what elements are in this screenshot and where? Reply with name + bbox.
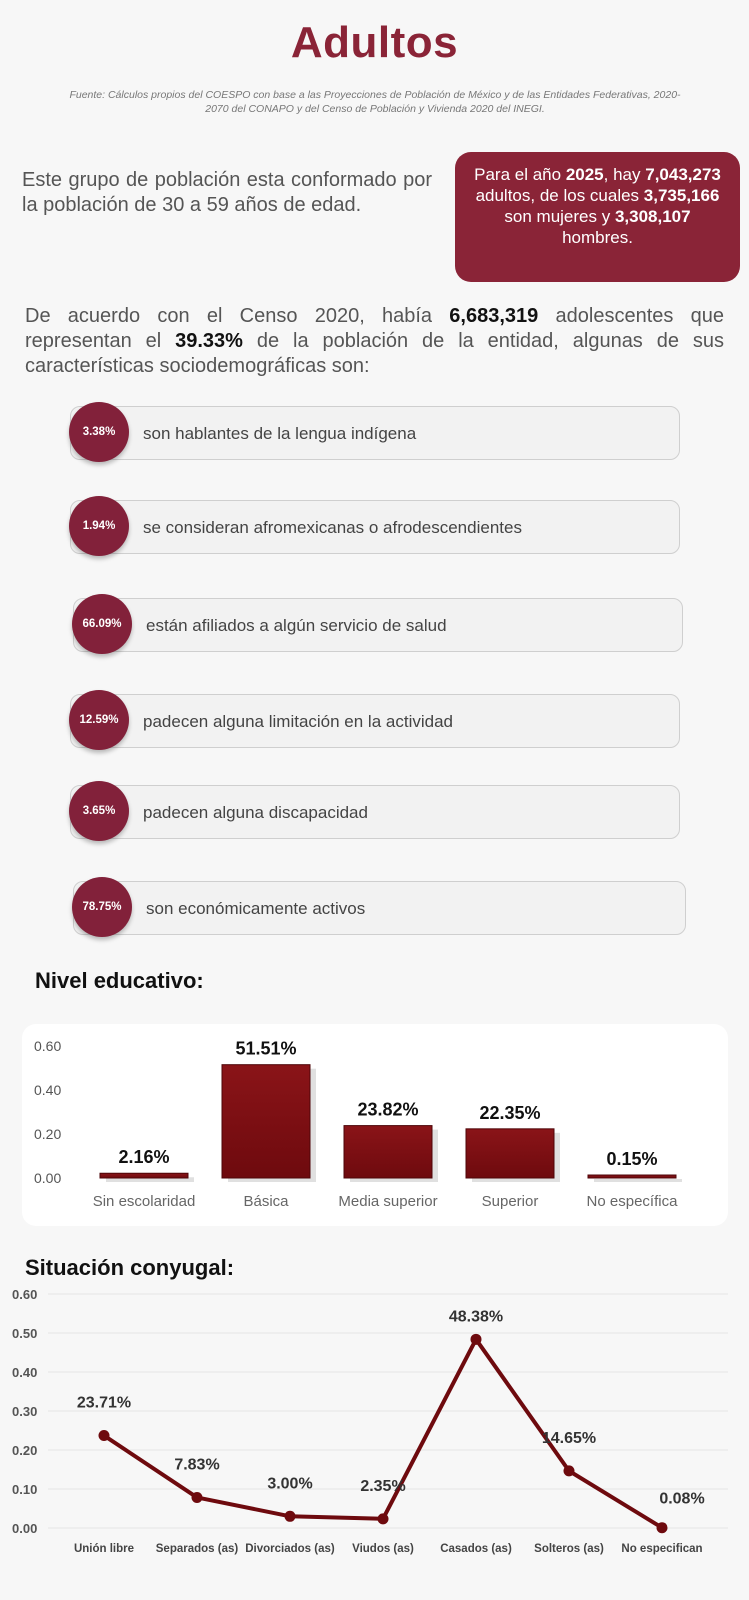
- hl-text-5: hombres.: [562, 228, 633, 247]
- census-count: 6,683,319: [449, 305, 539, 327]
- marital-line-chart: [0, 1280, 749, 1600]
- characteristic-label: padecen alguna discapacidad: [143, 803, 368, 822]
- bar-data-label: 22.35%: [479, 1102, 541, 1123]
- data-point: [471, 1334, 482, 1345]
- point-data-label: 3.00%: [267, 1475, 313, 1493]
- point-data-label: 0.08%: [659, 1490, 705, 1508]
- x-tick-label: Media superior: [338, 1193, 438, 1210]
- data-point: [285, 1511, 296, 1522]
- hl-text-4: son mujeres y: [504, 207, 615, 226]
- y-tick-label: 0.40: [12, 1365, 38, 1380]
- characteristic-percent-badge: 66.09%: [72, 594, 132, 654]
- data-point: [99, 1430, 110, 1441]
- census-paragraph: [25, 304, 724, 379]
- y-tick-label: 0.40: [34, 1082, 62, 1098]
- bar: [466, 1129, 554, 1178]
- census-text-1: De acuerdo con el Censo 2020, había: [25, 305, 450, 327]
- characteristic-row: [70, 694, 680, 748]
- hl-year: 2025: [565, 165, 604, 184]
- x-tick-label: Separados (as): [155, 1543, 239, 1555]
- x-tick-label: Divorciados (as): [245, 1543, 335, 1555]
- education-chart-card: [22, 1024, 728, 1226]
- bar: [588, 1175, 676, 1178]
- point-data-label: 48.38%: [448, 1308, 504, 1326]
- census-text-3: de la población de la entidad, algunas de sus características sociodemográficas son:: [25, 330, 724, 377]
- characteristic-row: [73, 598, 683, 652]
- bar: [344, 1126, 432, 1178]
- bar-data-label: 0.15%: [606, 1149, 658, 1169]
- characteristic-row: [70, 785, 680, 839]
- y-tick-label: 0.60: [34, 1038, 62, 1054]
- bar-data-label: 2.16%: [118, 1147, 170, 1168]
- x-tick-label: No especifican: [621, 1543, 703, 1555]
- characteristic-label: están afiliados a algún servicio de salud: [146, 616, 447, 635]
- hl-men: 3,308,107: [614, 207, 691, 226]
- characteristic-label: son hablantes de la lengua indígena: [143, 424, 417, 443]
- bar: [222, 1065, 310, 1178]
- point-data-label: 7.83%: [174, 1456, 220, 1474]
- bar-data-label: 51.51%: [235, 1038, 297, 1059]
- data-point: [378, 1513, 389, 1524]
- characteristic-label: son económicamente activos: [146, 899, 366, 918]
- y-tick-label: 0.30: [12, 1404, 38, 1419]
- characteristic-label: se consideran afromexicanas o afrodescendientes: [143, 518, 522, 537]
- characteristic-percent-badge: 78.75%: [72, 877, 132, 937]
- y-tick-label: 0.60: [12, 1287, 38, 1302]
- y-tick-label: 0.10: [12, 1482, 38, 1497]
- hl-text-3: adultos, de los cuales: [475, 186, 644, 205]
- hl-women: 3,735,166: [643, 186, 720, 205]
- projection-highlight-box: [455, 152, 740, 282]
- hl-text-2: , hay: [603, 165, 646, 184]
- characteristic-percent-badge: 1.94%: [69, 496, 129, 556]
- y-tick-label: 0.00: [34, 1170, 62, 1186]
- x-tick-label: Solteros (as): [534, 1543, 604, 1555]
- x-tick-label: Casados (as): [440, 1543, 512, 1555]
- characteristic-percent-badge: 3.38%: [69, 402, 129, 462]
- bar-data-label: 23.82%: [357, 1099, 419, 1120]
- y-tick-label: 0.20: [34, 1126, 62, 1142]
- education-title: Nivel educativo:: [35, 968, 204, 993]
- characteristic-row: [70, 500, 680, 554]
- y-tick-label: 0.00: [12, 1521, 38, 1536]
- x-tick-label: Superior: [481, 1193, 539, 1210]
- x-tick-label: Básica: [243, 1193, 289, 1210]
- source-note: Fuente: Cálculos propios del COESPO con base a las Proyecciones de Población de México y de las Entidades Federativas, 2020-2070 del CONAPO y del Censo de Población y Vivienda 2020 del INEGI.: [69, 89, 681, 115]
- data-point: [192, 1492, 203, 1503]
- x-tick-label: Viudos (as): [352, 1543, 414, 1555]
- intro-text: Este grupo de población esta conformado por la población de 30 a 59 años de edad.: [22, 169, 432, 216]
- page-title: Adultos: [290, 18, 459, 67]
- x-tick-label: No específica: [586, 1193, 678, 1210]
- characteristic-label: padecen alguna limitación en la actividad: [143, 712, 453, 731]
- y-tick-label: 0.20: [12, 1443, 38, 1458]
- census-text-2: adolescentes que representan el: [25, 305, 725, 352]
- data-point: [657, 1522, 668, 1533]
- bar: [100, 1173, 188, 1178]
- point-data-label: 23.71%: [76, 1394, 132, 1412]
- characteristic-percent-badge: 12.59%: [69, 690, 129, 750]
- hl-total: 7,043,273: [645, 165, 721, 184]
- characteristic-row: [70, 406, 680, 460]
- y-tick-label: 0.50: [12, 1326, 38, 1341]
- x-tick-label: Sin escolaridad: [92, 1193, 196, 1210]
- bar-shadow: [594, 1179, 682, 1182]
- hl-text-1: Para el año: [474, 165, 566, 184]
- x-tick-label: Unión libre: [73, 1543, 135, 1555]
- marital-title: Situación conyugal:: [25, 1255, 235, 1280]
- characteristic-percent-badge: 3.65%: [69, 781, 129, 841]
- education-bar-chart: [22, 1024, 728, 1226]
- characteristic-row: [73, 881, 686, 935]
- census-pct: 39.33%: [175, 330, 243, 352]
- data-point: [564, 1465, 575, 1476]
- point-data-label: 14.65%: [541, 1429, 597, 1447]
- point-data-label: 2.35%: [360, 1477, 406, 1495]
